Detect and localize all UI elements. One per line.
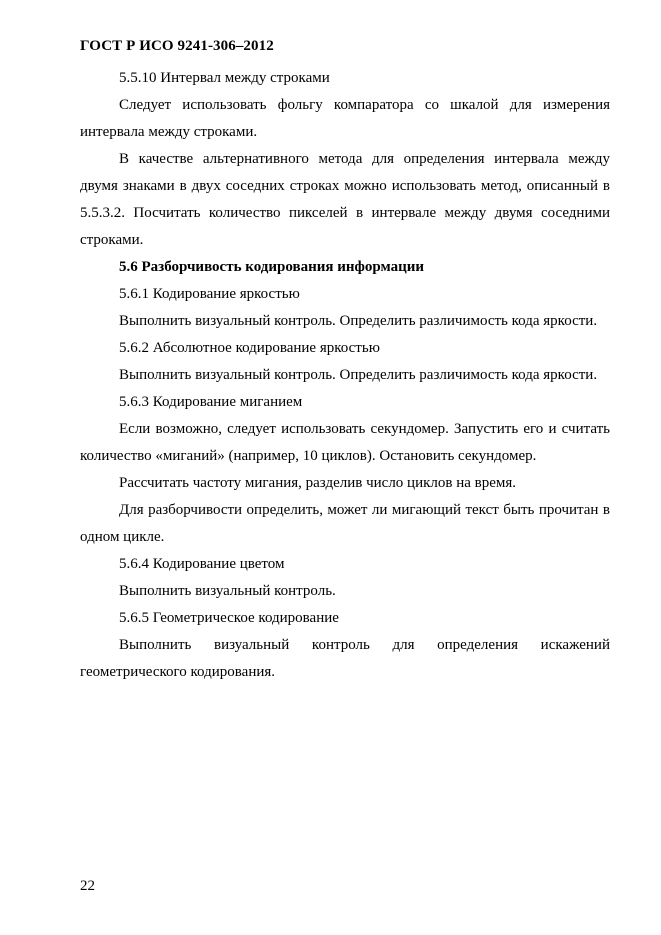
section-heading-5-6-3: 5.6.3 Кодирование миганием [119,394,303,410]
section-heading-5-5-10: 5.5.10 Интервал между строками [119,70,330,86]
page-header: ГОСТ Р ИСО 9241-306–2012 [80,38,274,54]
section-heading-5-6-4: 5.6.4 Кодирование цветом [119,556,285,572]
document-body [80,65,610,686]
paragraph: В качестве альтернативного метода для определения интервала между двумя знаками в двух соседних строках можно использовать метод, описанный в 5.5.3.2. Посчитать количество пикселей в интервале между двумя соседними строками. [80,151,610,248]
paragraph: Выполнить визуальный контроль. Определить различимость кода яркости. [119,313,598,329]
paragraph: Выполнить визуальный контроль для определения искажений геометрического кодирования. [80,637,610,680]
section-heading-5-6-2: 5.6.2 Абсолютное кодирование яркостью [119,340,380,356]
paragraph: Для разборчивости определить, может ли мигающий текст быть прочитан в одном цикле. [80,502,610,545]
section-heading-5-6-5: 5.6.5 Геометрическое кодирование [119,610,339,626]
paragraph: Выполнить визуальный контроль. [119,583,336,599]
paragraph: Выполнить визуальный контроль. Определить различимость кода яркости. [119,367,598,383]
section-heading-5-6: 5.6 Разборчивость кодирования информации [119,259,425,275]
paragraph: Рассчитать частоту мигания, разделив число циклов на время. [119,475,517,491]
page-number: 22 [80,878,95,894]
paragraph: Следует использовать фольгу компаратора со шкалой для измерения интервала между строками. [80,97,610,140]
section-heading-5-6-1: 5.6.1 Кодирование яркостью [119,286,300,302]
paragraph: Если возможно, следует использовать секундомер. Запустить его и считать количество «миганий» (например, 10 циклов). Остановить секундомер. [80,421,610,464]
